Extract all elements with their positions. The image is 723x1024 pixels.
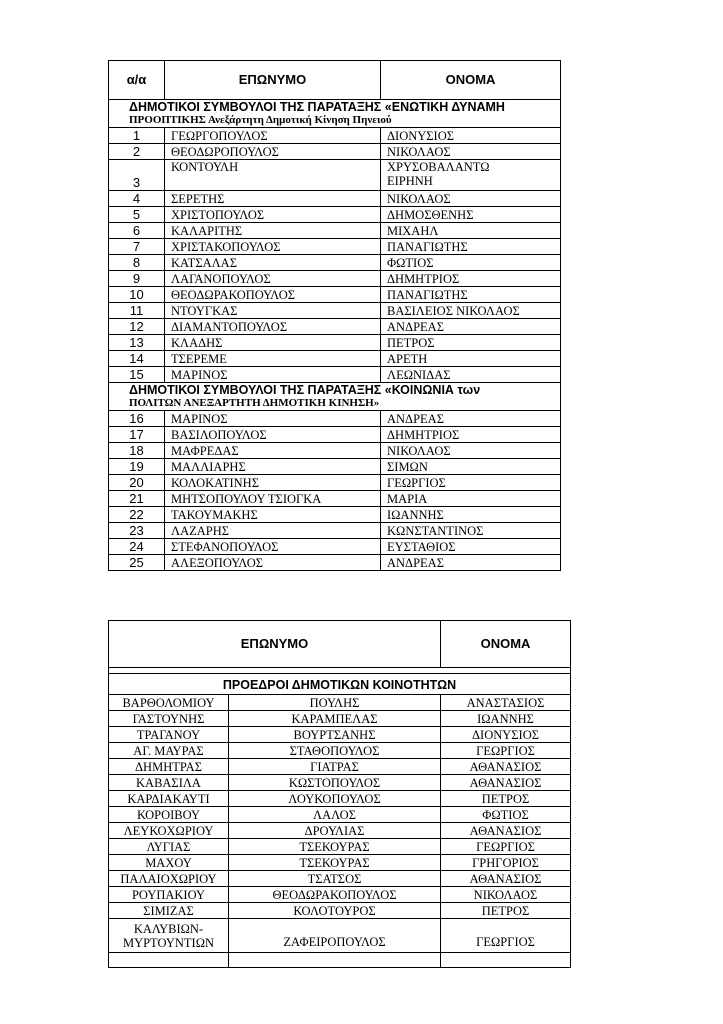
community-cell: ΚΑΒΑΣΙΛΑ <box>109 775 229 791</box>
name-cell: ΔΙΟΝΥΣΙΟΣ <box>381 128 561 144</box>
name-cell: ΠΕΤΡΟΣ <box>441 903 571 919</box>
table-row <box>109 144 561 160</box>
row-number: 1 <box>109 128 165 144</box>
name-cell: ΑΝΑΣΤΑΣΙΟΣ <box>441 695 571 711</box>
name-cell: ΓΡΗΓΟΡΙΟΣ <box>441 855 571 871</box>
header-surname: ΕΠΩΝΥΜΟ <box>165 61 381 100</box>
table-row <box>109 555 561 571</box>
table-row <box>109 775 571 791</box>
surname-cell: ΚΑΤΣΑΛΑΣ <box>165 255 381 271</box>
surname-cell: ΧΡΙΣΤΑΚΟΠΟΥΛΟΣ <box>165 239 381 255</box>
table-row <box>109 727 571 743</box>
row-number: 23 <box>109 523 165 539</box>
row-number: 18 <box>109 443 165 459</box>
table-row <box>109 335 561 351</box>
surname-cell: ΛΑΖΑΡΗΣ <box>165 523 381 539</box>
surname-cell: ΚΩΣΤΟΠΟΥΛΟΣ <box>229 775 441 791</box>
table-row <box>109 255 561 271</box>
section-heading-line1: ΔΗΜΟΤΙΚΟΙ ΣΥΜΒΟΥΛΟΙ ΤΗΣ ΠΑΡΑΤΑΞΗΣ «ΕΝΩΤΙΚΗ ΔΥΝΑΜΗ <box>129 100 505 114</box>
community-line: ΜΥΡΤΟΥΝΤΙΩΝ <box>122 935 215 950</box>
surname-cell: ΤΣΕΚΟΥΡΑΣ <box>229 855 441 871</box>
name-cell: ΠΑΝΑΓΙΩΤΗΣ <box>381 239 561 255</box>
table-row <box>109 443 561 459</box>
surname-cell: ΚΑΡΑΜΠΕΛΑΣ <box>229 711 441 727</box>
name-cell: ΓΕΩΡΓΙΟΣ <box>381 475 561 491</box>
table-row <box>109 223 561 239</box>
name-cell: ΑΝΔΡΕΑΣ <box>381 411 561 427</box>
surname-cell: ΤΣΑΤΣΟΣ <box>229 871 441 887</box>
community-cell: ΓΑΣΤΟΥΝΗΣ <box>109 711 229 727</box>
surname-cell: ΔΡΟΥΛΙΑΣ <box>229 823 441 839</box>
name-cell: ΦΩΤΙΟΣ <box>381 255 561 271</box>
section-heading-row <box>109 383 561 411</box>
name-cell: ΜΙΧΑΗΛ <box>381 223 561 239</box>
community-line: ΚΑΛΥΒΙΩΝ- <box>133 921 204 936</box>
table-row <box>109 743 571 759</box>
community-cell: ΠΑΛΑΙΟΧΩΡΙΟΥ <box>109 871 229 887</box>
name-cell: ΝΙΚΟΛΑΟΣ <box>441 887 571 903</box>
surname-cell: ΤΣΕΚΟΥΡΑΣ <box>229 839 441 855</box>
surname-cell: ΜΑΡΙΝΟΣ <box>165 367 381 383</box>
surname-cell: ΛΑΛΟΣ <box>229 807 441 823</box>
empty-cell <box>229 953 441 968</box>
surname-cell: ΚΟΛΟΚΑΤΙΝΗΣ <box>165 475 381 491</box>
row-number: 19 <box>109 459 165 475</box>
community-cell: ΛΕΥΚΟΧΩΡΙΟΥ <box>109 823 229 839</box>
table-row <box>109 759 571 775</box>
empty-row <box>109 953 571 968</box>
row-number: 2 <box>109 144 165 160</box>
name-cell: ΑΘΑΝΑΣΙΟΣ <box>441 823 571 839</box>
table-row <box>109 207 561 223</box>
name-cell: ΚΩΝΣΤΑΝΤΙΝΟΣ <box>381 523 561 539</box>
surname-cell: ΚΟΝΤΟΥΛΗ <box>165 160 381 191</box>
surname-cell: ΜΑΦΡΕΔΑΣ <box>165 443 381 459</box>
community-cell: ΔΗΜΗΤΡΑΣ <box>109 759 229 775</box>
section-heading-row <box>109 674 571 695</box>
community-cell <box>109 919 229 953</box>
table-row <box>109 287 561 303</box>
name-cell: ΙΩΑΝΝΗΣ <box>381 507 561 523</box>
name-cell: ΑΘΑΝΑΣΙΟΣ <box>441 775 571 791</box>
surname-cell: ΜΗΤΣΟΠΟΥΛΟΥ ΤΣΙΟΓΚΑ <box>165 491 381 507</box>
table-row <box>109 871 571 887</box>
section-heading: ΠΡΟΕΔΡΟΙ ΔΗΜΟΤΙΚΩΝ ΚΟΙΝΟΤΗΤΩΝ <box>109 674 571 695</box>
council-members-table <box>108 60 561 571</box>
community-cell: ΒΑΡΘΟΛΟΜΙΟΥ <box>109 695 229 711</box>
table-row <box>109 523 561 539</box>
name-cell: ΔΗΜΗΤΡΙΟΣ <box>381 427 561 443</box>
table-row <box>109 191 561 207</box>
community-cell: ΣΙΜΙΖΑΣ <box>109 903 229 919</box>
surname-cell: ΚΑΛΑΡΙΤΗΣ <box>165 223 381 239</box>
table-row <box>109 539 561 555</box>
name-cell: ΝΙΚΟΛΑΟΣ <box>381 191 561 207</box>
surname-cell: ΠΟΥΛΗΣ <box>229 695 441 711</box>
name-cell: ΔΗΜΗΤΡΙΟΣ <box>381 271 561 287</box>
row-number: 20 <box>109 475 165 491</box>
header-name: ΟΝΟΜΑ <box>381 61 561 100</box>
row-number: 15 <box>109 367 165 383</box>
section-heading <box>109 383 561 411</box>
name-cell: ΑΘΑΝΑΣΙΟΣ <box>441 759 571 775</box>
name-cell: ΓΕΩΡΓΙΟΣ <box>441 743 571 759</box>
table-row <box>109 491 561 507</box>
community-presidents-table <box>108 620 571 968</box>
surname-cell: ΘΕΟΔΩΡΟΠΟΥΛΟΣ <box>165 144 381 160</box>
surname-cell: ΧΡΙΣΤΟΠΟΥΛΟΣ <box>165 207 381 223</box>
name-cell: ΝΙΚΟΛΑΟΣ <box>381 144 561 160</box>
row-number: 22 <box>109 507 165 523</box>
row-number: 11 <box>109 303 165 319</box>
section-heading-line1: ΔΗΜΟΤΙΚΟΙ ΣΥΜΒΟΥΛΟΙ ΤΗΣ ΠΑΡΑΤΑΞΗΣ «ΚΟΙΝΩΝΙΑ των <box>129 383 481 397</box>
name-cell: ΔΗΜΟΣΘΕΝΗΣ <box>381 207 561 223</box>
table-row <box>109 903 571 919</box>
table-header-row <box>109 61 561 100</box>
table-row <box>109 695 571 711</box>
empty-cell <box>109 953 229 968</box>
table-row <box>109 823 571 839</box>
surname-cell: ΓΙΑΤΡΑΣ <box>229 759 441 775</box>
surname-cell: ΘΕΟΔΩΡΑΚΟΠΟΥΛΟΣ <box>229 887 441 903</box>
empty-cell <box>441 953 571 968</box>
community-cell: ΛΥΓΙΑΣ <box>109 839 229 855</box>
surname-cell: ΚΟΛΟΤΟΥΡΟΣ <box>229 903 441 919</box>
surname-cell: ΤΑΚΟΥΜΑΚΗΣ <box>165 507 381 523</box>
table-row <box>109 855 571 871</box>
table-row <box>109 367 561 383</box>
surname-cell: ΒΟΥΡΤΣΑΝΗΣ <box>229 727 441 743</box>
surname-cell: ΜΑΛΛΙΑΡΗΣ <box>165 459 381 475</box>
surname-cell: ΛΑΓΑΝΟΠΟΥΛΟΣ <box>165 271 381 287</box>
row-number: 24 <box>109 539 165 555</box>
name-cell: ΠΑΝΑΓΙΩΤΗΣ <box>381 287 561 303</box>
table-row <box>109 411 561 427</box>
table-row <box>109 271 561 287</box>
community-cell: ΑΓ. ΜΑΥΡΑΣ <box>109 743 229 759</box>
section-heading-line2: ΠΟΛΙΤΩΝ ΑΝΕΞΑΡΤΗΤΗ ΔΗΜΟΤΙΚΗ ΚΙΝΗΣΗ» <box>129 397 380 409</box>
name-cell: ΠΕΤΡΟΣ <box>441 791 571 807</box>
name-cell: ΙΩΑΝΝΗΣ <box>441 711 571 727</box>
community-cell: ΚΟΡΟΙΒΟΥ <box>109 807 229 823</box>
name-cell: ΜΑΡΙΑ <box>381 491 561 507</box>
name-cell: ΑΝΔΡΕΑΣ <box>381 555 561 571</box>
section-heading-line2: ΠΡΟΟΠΤΙΚΗΣ Ανεξάρτητη Δημοτική Κίνηση Πηνειού <box>129 114 392 126</box>
table-row <box>109 791 571 807</box>
name-cell: ΓΕΩΡΓΙΟΣ <box>441 919 571 953</box>
name-cell: ΔΙΟΝΥΣΙΟΣ <box>441 727 571 743</box>
section-heading <box>109 100 561 128</box>
table-row <box>109 839 571 855</box>
name-cell: ΦΩΤΙΟΣ <box>441 807 571 823</box>
name-cell <box>381 160 561 191</box>
table-row <box>109 239 561 255</box>
table-row <box>109 128 561 144</box>
surname-cell: ΣΕΡΕΤΗΣ <box>165 191 381 207</box>
name-cell: ΓΕΩΡΓΙΟΣ <box>441 839 571 855</box>
community-cell: ΜΑΧΟΥ <box>109 855 229 871</box>
name-cell: ΑΘΑΝΑΣΙΟΣ <box>441 871 571 887</box>
name-cell: ΣΙΜΩΝ <box>381 459 561 475</box>
surname-cell: ΚΛΑΔΗΣ <box>165 335 381 351</box>
row-number: 12 <box>109 319 165 335</box>
community-cell: ΤΡΑΓΑΝΟΥ <box>109 727 229 743</box>
surname-cell: ΘΕΟΔΩΡΑΚΟΠΟΥΛΟΣ <box>165 287 381 303</box>
row-number: 6 <box>109 223 165 239</box>
row-number: 4 <box>109 191 165 207</box>
surname-cell: ΓΕΩΡΓΟΠΟΥΛΟΣ <box>165 128 381 144</box>
table-row <box>109 319 561 335</box>
surname-cell: ΤΣΕΡΕΜΕ <box>165 351 381 367</box>
community-cell: ΡΟΥΠΑΚΙΟΥ <box>109 887 229 903</box>
header-aa: α/α <box>109 61 165 100</box>
name-cell: ΛΕΩΝΙΔΑΣ <box>381 367 561 383</box>
row-number: 17 <box>109 427 165 443</box>
row-number: 13 <box>109 335 165 351</box>
row-number: 10 <box>109 287 165 303</box>
row-number: 16 <box>109 411 165 427</box>
row-number: 8 <box>109 255 165 271</box>
name-cell: ΒΑΣΙΛΕΙΟΣ ΝΙΚΟΛΑΟΣ <box>381 303 561 319</box>
row-number: 25 <box>109 555 165 571</box>
name-line: ΧΡΥΣΟΒΑΛΑΝΤΩ <box>387 160 490 174</box>
section-heading-row <box>109 100 561 128</box>
header-surname: ΕΠΩΝΥΜΟ <box>109 621 441 668</box>
table-row <box>109 303 561 319</box>
surname-cell: ΒΑΣΙΛΟΠΟΥΛΟΣ <box>165 427 381 443</box>
row-number: 9 <box>109 271 165 287</box>
row-number: 14 <box>109 351 165 367</box>
surname-cell: ΑΛΕΞΟΠΟΥΛΟΣ <box>165 555 381 571</box>
surname-cell: ΛΟΥΚΟΠΟΥΛΟΣ <box>229 791 441 807</box>
surname-cell: ΔΙΑΜΑΝΤΟΠΟΥΛΟΣ <box>165 319 381 335</box>
table-row <box>109 887 571 903</box>
table-header-row <box>109 621 571 668</box>
table-row <box>109 427 561 443</box>
name-cell: ΑΡΕΤΗ <box>381 351 561 367</box>
table-row <box>109 351 561 367</box>
surname-cell: ΣΤΕΦΑΝΟΠΟΥΛΟΣ <box>165 539 381 555</box>
header-name: ΟΝΟΜΑ <box>441 621 571 668</box>
community-cell: ΚΑΡΔΙΑΚΑΥΤΙ <box>109 791 229 807</box>
row-number: 5 <box>109 207 165 223</box>
table-row <box>109 919 571 953</box>
surname-cell: ΜΑΡΙΝΟΣ <box>165 411 381 427</box>
row-number: 7 <box>109 239 165 255</box>
row-number: 21 <box>109 491 165 507</box>
surname-cell: ΣΤΑΘΟΠΟΥΛΟΣ <box>229 743 441 759</box>
row-number: 3 <box>109 160 165 191</box>
table-row <box>109 807 571 823</box>
name-cell: ΑΝΔΡΕΑΣ <box>381 319 561 335</box>
table-row <box>109 475 561 491</box>
table-row <box>109 507 561 523</box>
name-cell: ΕΥΣΤΑΘΙΟΣ <box>381 539 561 555</box>
surname-cell: ΖΑΦΕΙΡΟΠΟΥΛΟΣ <box>229 919 441 953</box>
name-cell: ΝΙΚΟΛΑΟΣ <box>381 443 561 459</box>
table-row <box>109 459 561 475</box>
table-row <box>109 711 571 727</box>
name-line: ΕΙΡΗΝΗ <box>387 174 433 188</box>
surname-cell: ΝΤΟΥΓΚΑΣ <box>165 303 381 319</box>
name-cell: ΠΕΤΡΟΣ <box>381 335 561 351</box>
table-row <box>109 160 561 191</box>
